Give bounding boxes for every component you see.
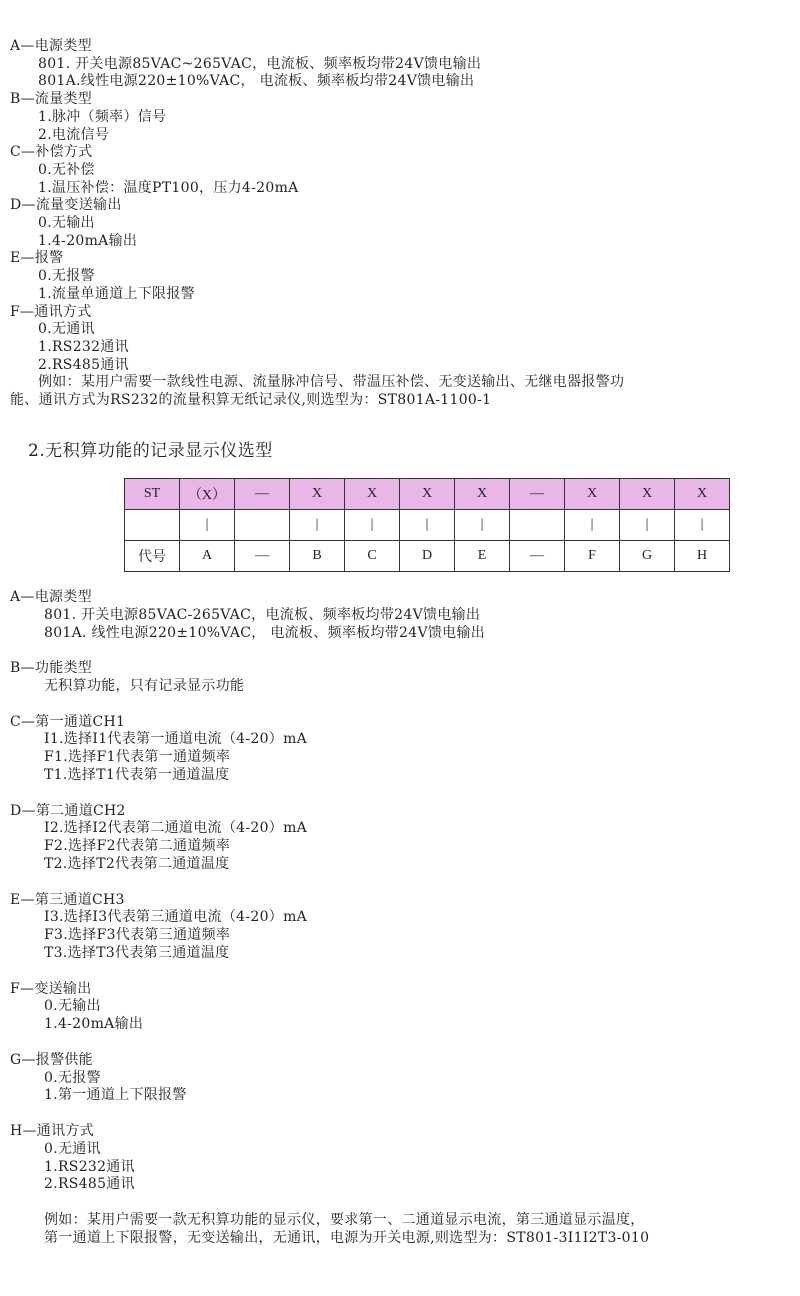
text-line: 1.RS232通讯 <box>44 1158 135 1175</box>
text-line: 0.无输出 <box>44 998 101 1015</box>
connector-cell: | <box>620 510 675 541</box>
section-2-heading: 2.无积算功能的记录显示仪选型 <box>28 441 273 461</box>
text-line: 2.电流信号 <box>38 126 110 143</box>
text-line: 0.无报警 <box>44 1069 101 1086</box>
code-table-header-row <box>125 479 730 510</box>
text-line: 801A.线性电源220±10%VAC， 电流板、频率板均带24V馈电输出 <box>38 73 475 90</box>
connector-cell: | <box>290 510 345 541</box>
connector-cell: | <box>400 510 455 541</box>
label-cell: E <box>455 541 510 572</box>
text-line: 1.温压补偿：温度PT100，压力4-20mA <box>38 179 299 196</box>
text-line: C—第一通道CH1 <box>10 713 126 730</box>
text-line: 1.RS232通讯 <box>38 338 129 355</box>
connector-cell: | <box>565 510 620 541</box>
text-line: I3.选择I3代表第三通道电流（4-20）mA <box>44 909 308 926</box>
label-cell: A <box>180 541 235 572</box>
text-line: 801. 开关电源85VAC~265VAC，电流板、频率板均带24V馈电输出 <box>38 55 482 72</box>
label-cell: — <box>510 541 565 572</box>
code-table-label-row <box>125 541 730 572</box>
connector-cell: | <box>345 510 400 541</box>
text-line: 1.4-20mA输出 <box>44 1016 144 1033</box>
label-cell: — <box>235 541 290 572</box>
text-line: T2.选择T2代表第二通道温度 <box>44 856 230 872</box>
text-line: F—变送输出 <box>10 980 92 997</box>
code-cell: — <box>235 479 290 510</box>
text-line: A—电源类型 <box>10 589 92 605</box>
text-line: D—流量变送输出 <box>10 197 122 214</box>
text-line: F2.选择F2代表第二通道频率 <box>44 838 231 855</box>
code-cell: X <box>455 479 510 510</box>
text-line: H—通讯方式 <box>10 1123 95 1139</box>
text-line: 2.RS485通讯 <box>38 356 129 373</box>
code-cell: ST <box>125 479 180 510</box>
label-cell: F <box>565 541 620 572</box>
text-line: 801. 开关电源85VAC-265VAC，电流板、频率板均带24V馈电输出 <box>44 606 481 623</box>
text-line: D—第二通道CH2 <box>10 802 126 819</box>
code-cell: X <box>675 479 730 510</box>
text-line: 0.无通讯 <box>38 321 95 338</box>
text-line: F3.选择F3代表第三通道频率 <box>44 927 231 944</box>
code-table-connector-row <box>125 510 730 541</box>
label-cell: D <box>400 541 455 572</box>
text-line: A—电源类型 <box>10 38 92 54</box>
text-line: 第一通道上下限报警，无变送输出，无通讯，电源为开关电源,则选型为：ST801-3I1I2T3-010 <box>44 1229 650 1246</box>
text-line: 0.无输出 <box>38 215 95 231</box>
text-line: 1.脉冲（频率）信号 <box>38 108 167 125</box>
text-line: 0.无补偿 <box>38 161 95 178</box>
connector-cell <box>510 510 565 541</box>
text-line: 例如：某用户需要一款线性电源、流量脉冲信号、带温压补偿、无变送输出、无继电器报警功 <box>38 374 625 391</box>
connector-cell: | <box>675 510 730 541</box>
text-line: G—报警供能 <box>10 1051 93 1068</box>
text-line: T3.选择T3代表第三通道温度 <box>44 945 230 961</box>
label-cell: 代号 <box>125 541 180 572</box>
code-cell: — <box>510 479 565 510</box>
label-cell: C <box>345 541 400 572</box>
label-cell: B <box>290 541 345 572</box>
text-line: F—通讯方式 <box>10 303 92 320</box>
text-line: B—流量类型 <box>10 91 93 108</box>
text-line: 能、通讯方式为RS232的流量积算无纸记录仪,则选型为：ST801A-1100-1 <box>10 392 492 408</box>
text-line: C—补偿方式 <box>10 144 93 161</box>
code-cell: X <box>565 479 620 510</box>
connector-cell <box>125 510 180 541</box>
text-line: B—功能类型 <box>10 660 93 677</box>
code-cell: （X） <box>180 479 235 510</box>
code-cell: X <box>290 479 345 510</box>
text-line: 1.第一通道上下限报警 <box>44 1087 187 1104</box>
text-line: 0.无报警 <box>38 268 95 285</box>
text-line: 无积算功能，只有记录显示功能 <box>44 678 245 694</box>
label-cell: H <box>675 541 730 572</box>
code-cell: X <box>400 479 455 510</box>
text-line: I2.选择I2代表第二通道电流（4-20）mA <box>44 820 308 837</box>
text-line: 2.RS485通讯 <box>44 1176 135 1193</box>
text-line: E—第三通道CH3 <box>10 891 125 908</box>
text-line: 801A. 线性电源220±10%VAC， 电流板、频率板均带24V馈电输出 <box>44 624 486 641</box>
code-cell: X <box>345 479 400 510</box>
connector-cell: | <box>455 510 510 541</box>
label-cell: G <box>620 541 675 572</box>
connector-cell: | <box>180 510 235 541</box>
text-line: F1.选择F1代表第一通道频率 <box>44 749 231 766</box>
text-line: 0.无通讯 <box>44 1140 101 1157</box>
text-line: 例如：某用户需要一款无积算功能的显示仪，要求第一、二通道显示电流，第三通道显示温度， <box>44 1212 645 1228</box>
text-line: I1.选择I1代表第一通道电流（4-20）mA <box>44 731 308 748</box>
code-cell: X <box>620 479 675 510</box>
connector-cell <box>235 510 290 541</box>
text-line: 1.4-20mA输出 <box>38 232 138 249</box>
model-code-table <box>124 478 730 572</box>
text-line: 1.流量单通道上下限报警 <box>38 285 195 302</box>
text-line: E—报警 <box>10 250 64 267</box>
text-line: T1.选择T1代表第一通道温度 <box>44 767 230 783</box>
